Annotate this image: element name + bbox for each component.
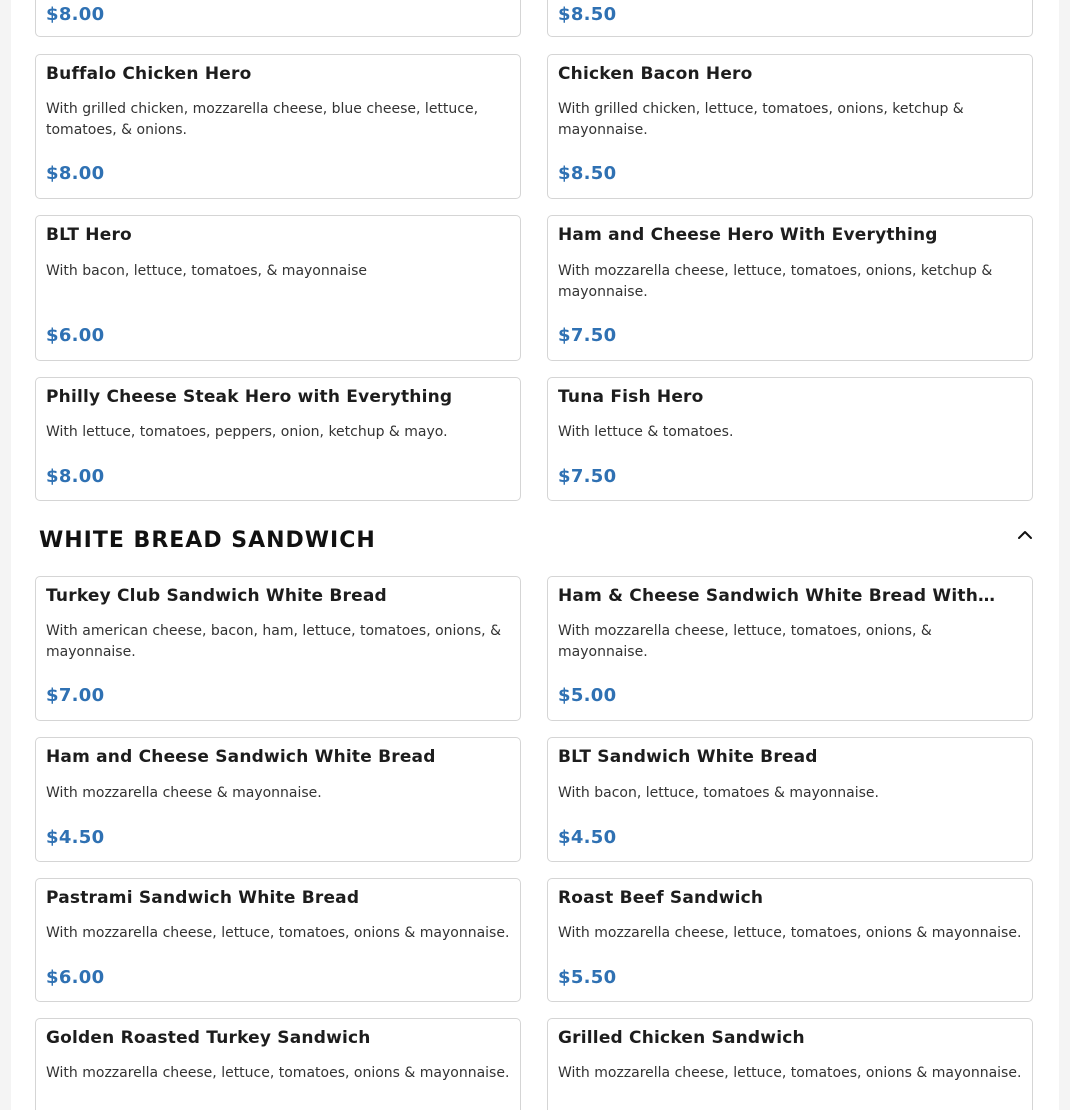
item-description: With bacon, lettuce, tomatoes & mayonnaise.	[558, 785, 879, 801]
item-description: With mozzarella cheese, lettuce, tomatoes, onions, & mayonnaise.	[558, 623, 932, 660]
item-price: $8.00	[46, 4, 105, 25]
item-description: With mozzarella cheese, lettuce, tomatoes, onions & mayonnaise.	[558, 1065, 1022, 1081]
item-price: $8.50	[558, 4, 617, 25]
menu-item-card[interactable]	[547, 377, 1033, 501]
item-price: $4.50	[46, 827, 105, 848]
item-name: Ham and Cheese Sandwich White Bread	[46, 747, 436, 767]
item-name: BLT Sandwich White Bread	[558, 747, 818, 767]
chevron-up-icon[interactable]	[1015, 527, 1035, 543]
item-description: With mozzarella cheese, lettuce, tomatoes, onions & mayonnaise.	[46, 925, 510, 941]
menu-item-card[interactable]	[35, 1018, 521, 1110]
item-price: $8.50	[558, 163, 617, 184]
item-price: $7.50	[558, 466, 617, 487]
item-price: $8.00	[46, 466, 105, 487]
item-description: With grilled chicken, lettuce, tomatoes, onions, ketchup & mayonnaise.	[558, 101, 964, 138]
menu-item-card[interactable]	[35, 377, 521, 501]
section-title: WHITE BREAD SANDWICH	[39, 528, 376, 553]
item-name: Tuna Fish Hero	[558, 387, 704, 407]
menu-item-card[interactable]	[35, 737, 521, 862]
menu-item-card[interactable]	[547, 737, 1033, 862]
item-price: $5.00	[558, 685, 617, 706]
menu-item-card[interactable]	[35, 54, 521, 199]
item-description: With mozzarella cheese, lettuce, tomatoes, onions & mayonnaise.	[46, 1065, 510, 1081]
item-price: $8.00	[46, 163, 105, 184]
menu-item-card[interactable]	[547, 54, 1033, 199]
menu-item-card[interactable]	[35, 215, 521, 361]
item-name: Pastrami Sandwich White Bread	[46, 888, 360, 908]
item-description: With lettuce & tomatoes.	[558, 424, 734, 440]
item-name: Ham & Cheese Sandwich White Bread With…	[558, 586, 996, 606]
item-name: BLT Hero	[46, 225, 132, 245]
item-price: $6.00	[46, 325, 105, 346]
item-name: Golden Roasted Turkey Sandwich	[46, 1028, 371, 1048]
item-description: With bacon, lettuce, tomatoes, & mayonnaise	[46, 263, 367, 279]
menu-page	[11, 0, 1059, 1110]
item-description: With mozzarella cheese & mayonnaise.	[46, 785, 322, 801]
menu-item-card[interactable]	[35, 576, 521, 721]
item-description: With mozzarella cheese, lettuce, tomatoes, onions & mayonnaise.	[558, 925, 1022, 941]
item-price: $7.50	[558, 325, 617, 346]
item-description: With american cheese, bacon, ham, lettuce, tomatoes, onions, & mayonnaise.	[46, 623, 501, 660]
item-name: Ham and Cheese Hero With Everything	[558, 225, 938, 245]
item-description: With mozzarella cheese, lettuce, tomatoes, onions, ketchup & mayonnaise.	[558, 263, 993, 300]
item-name: Chicken Bacon Hero	[558, 64, 753, 84]
item-price: $4.50	[558, 827, 617, 848]
menu-item-card[interactable]	[35, 878, 521, 1002]
menu-item-card[interactable]	[547, 576, 1033, 721]
item-name: Grilled Chicken Sandwich	[558, 1028, 805, 1048]
item-description: With grilled chicken, mozzarella cheese, blue cheese, lettuce, tomatoes, & onions.	[46, 101, 479, 138]
item-name: Buffalo Chicken Hero	[46, 64, 252, 84]
menu-item-card[interactable]	[35, 0, 521, 37]
menu-item-card[interactable]	[547, 1018, 1033, 1110]
item-price: $6.00	[46, 967, 105, 988]
item-price: $5.50	[558, 967, 617, 988]
menu-item-card[interactable]	[547, 0, 1033, 37]
item-description: With lettuce, tomatoes, peppers, onion, ketchup & mayo.	[46, 424, 448, 440]
item-name: Philly Cheese Steak Hero with Everything	[46, 387, 453, 407]
item-name: Roast Beef Sandwich	[558, 888, 764, 908]
item-name: Turkey Club Sandwich White Bread	[46, 586, 387, 606]
menu-item-card[interactable]	[547, 878, 1033, 1002]
menu-item-card[interactable]	[547, 215, 1033, 361]
item-price: $7.00	[46, 685, 105, 706]
